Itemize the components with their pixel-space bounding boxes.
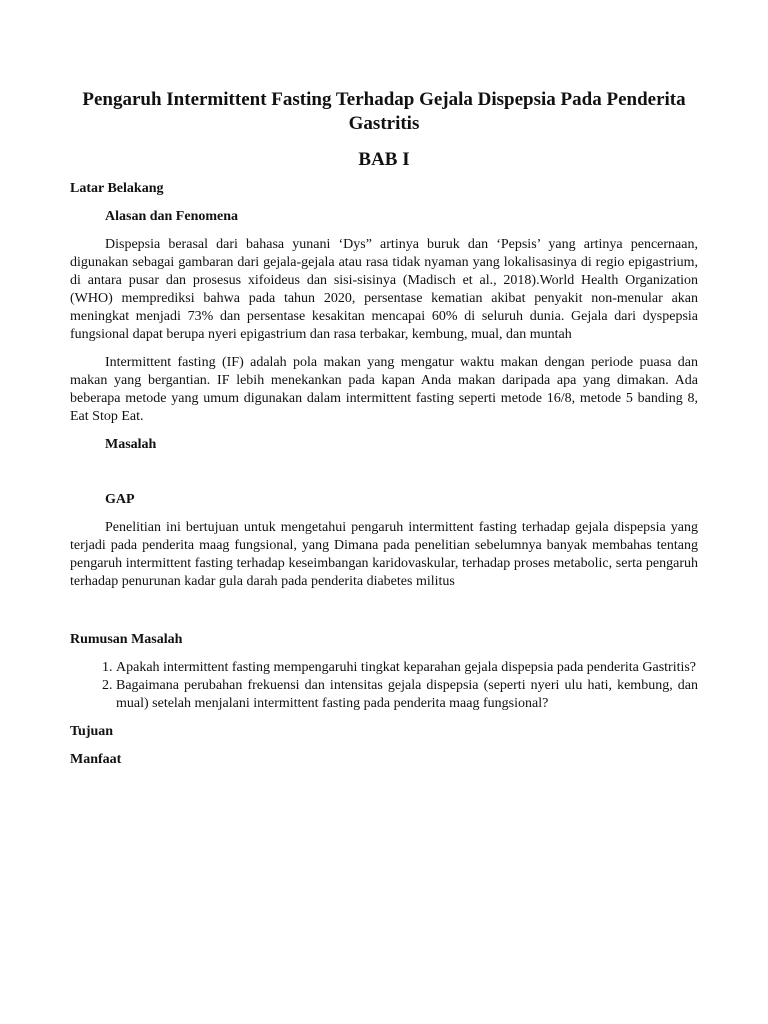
subsection-masalah: Masalah	[105, 437, 157, 452]
chapter-heading: BAB I	[358, 149, 410, 170]
paragraph-intermittent-fasting: Intermittent fasting (IF) adalah pola makan yang mengatur waktu makan dengan periode puasa dan makan yang bergantian. IF lebih menekankan pada kapan Anda makan daripada apa yang dimakan. Ada beberapa metode yang umum digunakan dalam intermittent fasting seperti metode 16/8, metode 5 banding 8, Eat Stop Eat.	[70, 355, 698, 424]
section-manfaat: Manfaat	[70, 752, 122, 767]
rumusan-masalah-list	[70, 659, 698, 713]
section-rumusan-masalah: Rumusan Masalah	[70, 632, 183, 647]
subsection-gap: GAP	[105, 492, 135, 507]
document-page	[70, 88, 698, 769]
list-item: 1. Apakah intermittent fasting mempengaruhi tingkat keparahan gejala dispepsia pada penderita Gastritis?	[116, 659, 698, 677]
subsection-alasan-fenomena: Alasan dan Fenomena	[105, 209, 239, 224]
document-title: Pengaruh Intermittent Fasting Terhadap Gejala Dispepsia Pada Penderita Gastritis	[82, 89, 686, 134]
list-item: 2. Bagaimana perubahan frekuensi dan intensitas gejala dispepsia (seperti nyeri ulu hati, kembung, dan mual) setelah menjalani intermittent fasting pada penderita maag fungsional?	[116, 677, 698, 713]
section-tujuan: Tujuan	[70, 724, 114, 739]
section-latar-belakang: Latar Belakang	[70, 181, 164, 196]
paragraph-dispepsia: Dispepsia berasal dari bahasa yunani ‘Dys” artinya buruk dan ‘Pepsis’ yang artinya pencernaan, digunakan sebagai gambaran dari gejala-gejala atau rasa tidak nyaman yang lokalisasinya di regio epigastrium, di antara pusar dan prosesus xifoideus dan sisi-sisinya (Madisch et al., 2018).World Health Organization (WHO) memprediksi bahwa pada tahun 2020, persentase kematian akibat penyakit non-menular akan meningkat menjadi 73% dan persentase kesakitan mencapai 60% di seluruh dunia. Gejala dari dyspepsia fungsional dapat berupa nyeri epigastrium dan rasa terbakar, kembung, mual, dan muntah	[70, 237, 698, 342]
paragraph-gap: Penelitian ini bertujuan untuk mengetahui pengaruh intermittent fasting terhadap gejala dispepsia yang terjadi pada penderita maag fungsional, yang Dimana pada penelitian sebelumnya banyak membahas tentang pengaruh intermittent fasting terhadap keseimbangan karidovaskular, terhadap proses metabolic, serta pengaruh terhadap penurunan kadar gula darah pada penderita diabetes militus	[70, 520, 698, 589]
